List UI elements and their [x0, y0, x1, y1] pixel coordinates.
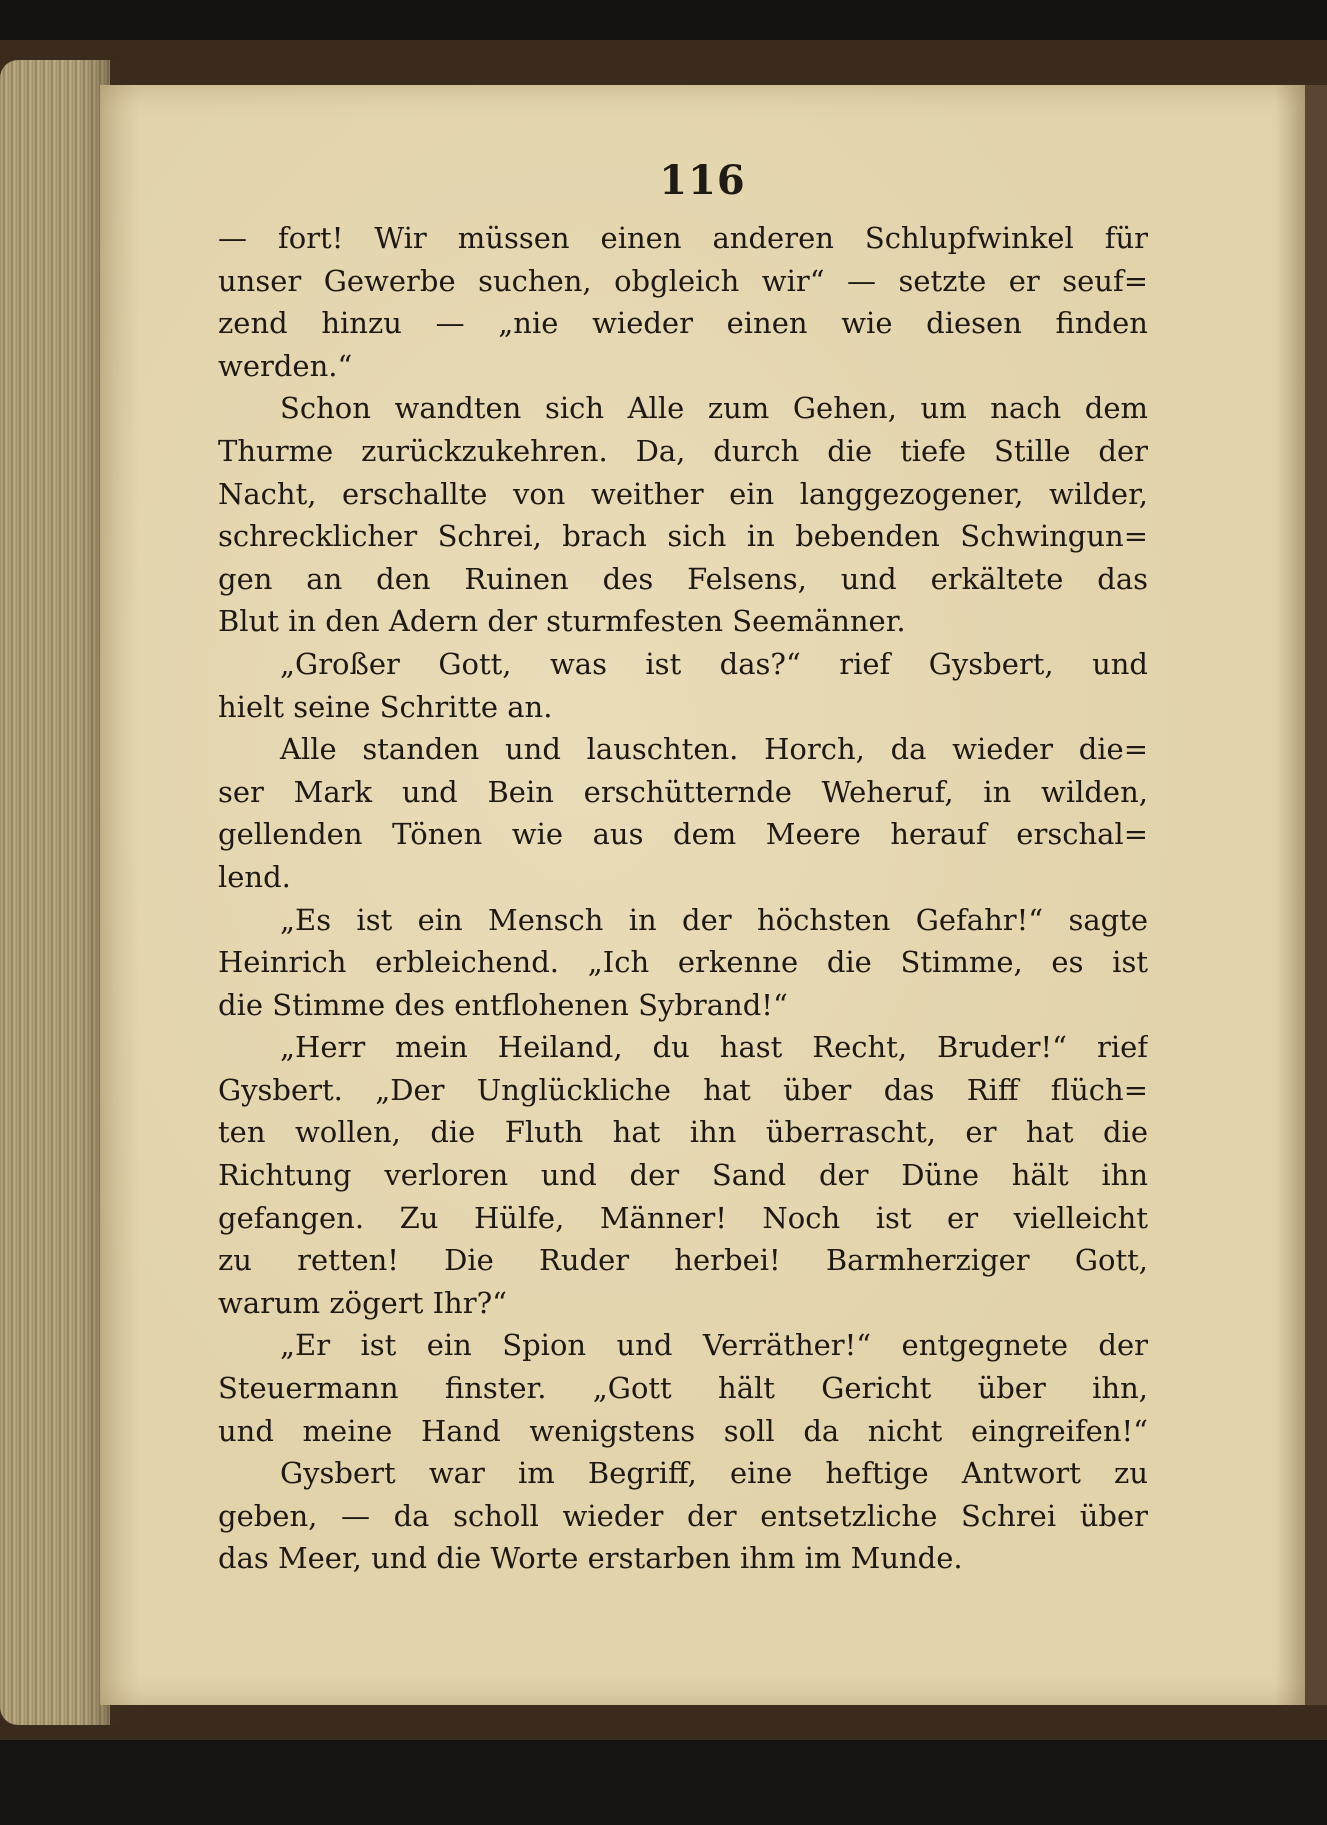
text-line: „Er ist ein Spion und Verräther!“ entgegnete der — [280, 1328, 1148, 1363]
text-line: und meine Hand wenigstens soll da nicht eingreifen!“ — [218, 1413, 1148, 1448]
text-line: ten wollen, die Fluth hat ihn überrascht, er hat die — [218, 1115, 1148, 1150]
text-line: das Meer, und die Worte erstarben ihm im Munde. — [218, 1541, 963, 1576]
book-page — [100, 85, 1305, 1705]
page-text — [218, 217, 1148, 1580]
text-line: gefangen. Zu Hülfe, Männer! Noch ist er vielleicht — [218, 1200, 1148, 1235]
text-line: Heinrich erbleichend. „Ich erkenne die Stimme, es ist — [218, 945, 1148, 980]
scanner-background — [0, 1742, 1327, 1825]
text-line: Alle standen und lauschten. Horch, da wieder die= — [280, 732, 1148, 767]
text-line: gen an den Ruinen des Felsens, und erkältete das — [218, 561, 1148, 596]
text-line: gellenden Tönen wie aus dem Meere herauf erschal= — [218, 817, 1148, 852]
text-line: geben, — da scholl wieder der entsetzliche Schrei über — [218, 1498, 1148, 1533]
text-line: „Herr mein Heiland, du hast Recht, Bruder!“ rief — [280, 1030, 1148, 1065]
page-number: 116 — [659, 157, 746, 204]
text-line: unser Gewerbe suchen, obgleich wir“ — setzte er seuf= — [218, 263, 1148, 298]
text-line: Gysbert. „Der Unglückliche hat über das Riff flüch= — [218, 1072, 1148, 1107]
text-line: die Stimme des entflohenen Sybrand!“ — [218, 987, 788, 1022]
text-line: Blut in den Adern der sturmfesten Seemänner. — [218, 604, 906, 639]
text-line: Thurme zurückzukehren. Da, durch die tiefe Stille der — [218, 433, 1148, 468]
text-line: zend hinzu — „nie wieder einen wie diesen finden — [218, 306, 1148, 341]
text-line: Gysbert war im Begriff, eine heftige Antwort zu — [280, 1456, 1148, 1491]
text-line: zu retten! Die Ruder herbei! Barmherziger Gott, — [218, 1243, 1148, 1278]
text-line: ser Mark und Bein erschütternde Weheruf, in wilden, — [218, 774, 1148, 809]
text-line: „Großer Gott, was ist das?“ rief Gysbert, und — [280, 646, 1148, 681]
text-line: „Es ist ein Mensch in der höchsten Gefahr!“ sagte — [280, 902, 1148, 937]
text-line: Richtung verloren und der Sand der Düne hält ihn — [218, 1158, 1148, 1193]
text-line: warum zögert Ihr?“ — [218, 1285, 507, 1320]
text-line: Schon wandten sich Alle zum Gehen, um nach dem — [280, 391, 1148, 426]
text-line: Steuermann finster. „Gott hält Gericht über ihn, — [218, 1371, 1148, 1406]
text-line: Nacht, erschallte von weither ein langgezogener, wilder, — [218, 476, 1148, 511]
binding-strip — [1305, 85, 1327, 1705]
text-line: — fort! Wir müssen einen anderen Schlupfwinkel für — [218, 221, 1148, 255]
text-line: werden.“ — [218, 348, 353, 383]
text-line: hielt seine Schritte an. — [218, 689, 553, 724]
text-line: schrecklicher Schrei, brach sich in bebenden Schwingun= — [218, 519, 1148, 554]
text-line: lend. — [218, 859, 291, 894]
